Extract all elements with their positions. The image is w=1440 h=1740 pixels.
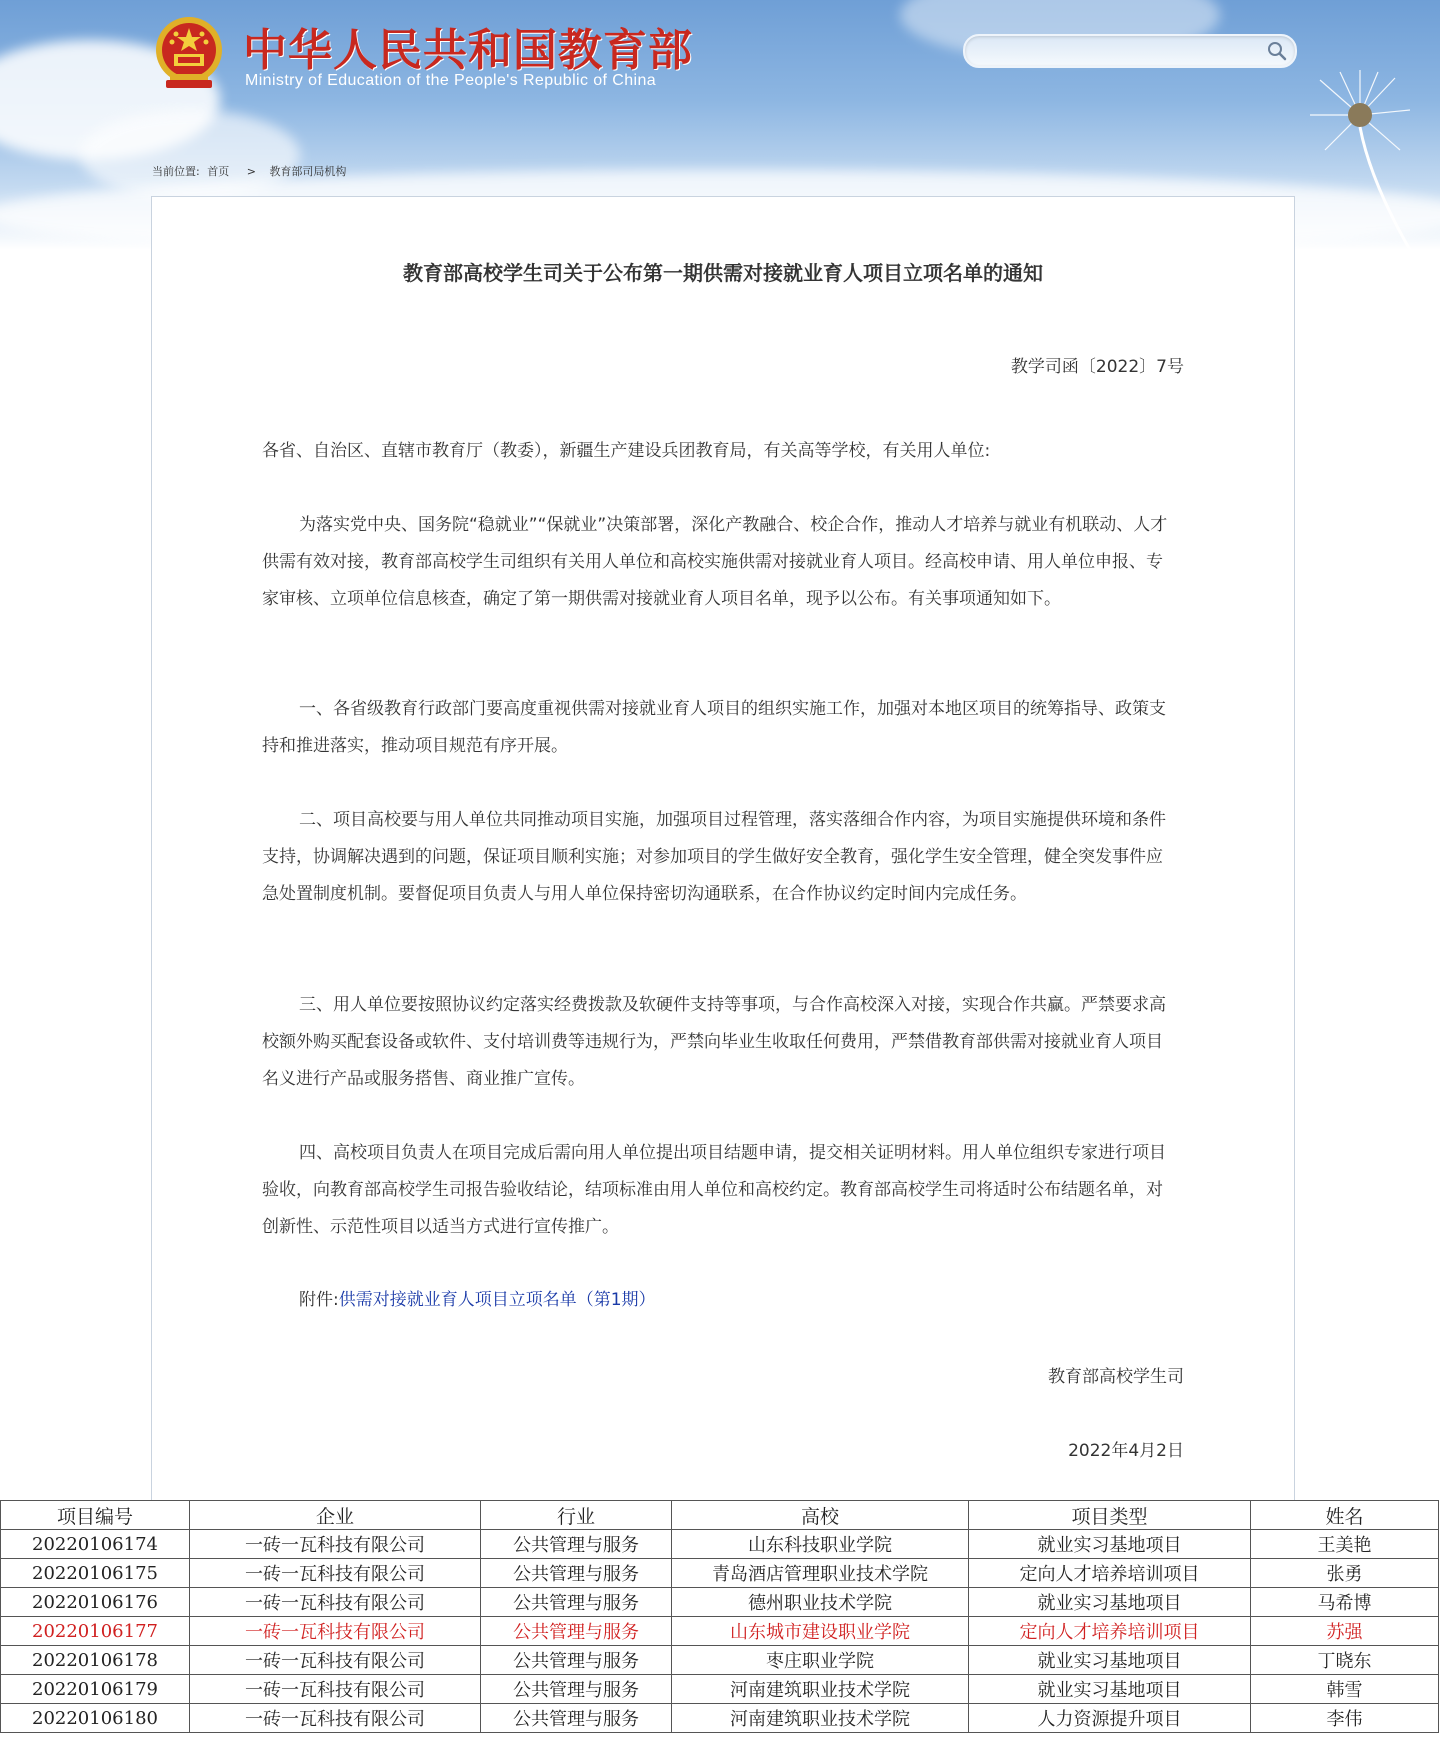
header-project-type: 项目类型 [969,1501,1251,1530]
cell-name: 王美艳 [1251,1530,1439,1559]
cell-project-id: 20220106180 [1,1704,190,1733]
cell-school: 枣庄职业学院 [672,1646,969,1675]
attachment-label: 附件: [299,1290,339,1310]
breadcrumb-home-link[interactable]: 首页 [207,165,230,178]
cell-company: 一砖一瓦科技有限公司 [190,1646,481,1675]
cell-project-id: 20220106175 [1,1559,190,1588]
article-panel [151,196,1295,1501]
dandelion-decoration [1290,70,1440,250]
cell-name: 丁晓东 [1251,1646,1439,1675]
cell-industry: 公共管理与服务 [481,1588,672,1617]
cell-company: 一砖一瓦科技有限公司 [190,1588,481,1617]
breadcrumb-current-link[interactable]: 教育部司局机构 [269,165,347,178]
cell-name: 李伟 [1251,1704,1439,1733]
project-roster-table [0,1500,1439,1733]
search-input[interactable] [979,40,1253,64]
cell-industry: 公共管理与服务 [481,1530,672,1559]
header-company: 企业 [190,1501,481,1530]
header-name: 姓名 [1251,1501,1439,1530]
cell-company: 一砖一瓦科技有限公司 [190,1675,481,1704]
cell-project-type: 人力资源提升项目 [969,1704,1251,1733]
cell-project-type: 就业实习基地项目 [969,1588,1251,1617]
cell-project-type: 定向人才培养培训项目 [969,1617,1251,1646]
cell-name: 韩雪 [1251,1675,1439,1704]
document-number: 教学司函〔2022〕7号 [1010,357,1184,377]
site-subtitle: Ministry of Education of the People's Republic of China [245,72,657,89]
cell-project-type: 就业实习基地项目 [969,1646,1251,1675]
header-project-id: 项目编号 [1,1501,190,1530]
cell-project-id: 20220106176 [1,1588,190,1617]
item-4-paragraph: 四、高校项目负责人在项目完成后需向用人单位提出项目结题申请，提交相关证明材料。用人单位组织专家进行项目验收，向教育部高校学生司报告验收结论，结项标准由用人单位和高校约定。教育部高校学生司将适时公布结题名单，对创新性、示范性项目以适当方式进行宣传推广。 [262,1143,1166,1237]
breadcrumb-label: 当前位置: [152,165,200,178]
cell-name: 马希博 [1251,1588,1439,1617]
breadcrumb-separator: > [246,165,256,178]
cell-name: 张勇 [1251,1559,1439,1588]
cell-industry: 公共管理与服务 [481,1559,672,1588]
table-row [1,1559,1439,1588]
breadcrumb [152,163,350,179]
cell-industry: 公共管理与服务 [481,1617,672,1646]
table-row-highlighted [1,1617,1439,1646]
table-row [1,1704,1439,1733]
cell-project-type: 就业实习基地项目 [969,1530,1251,1559]
cell-project-type: 定向人才培养培训项目 [969,1559,1251,1588]
search-box [963,34,1297,68]
table-row [1,1588,1439,1617]
cell-school: 山东科技职业学院 [672,1530,969,1559]
item-2-paragraph: 二、项目高校要与用人单位共同推动项目实施，加强项目过程管理，落实落细合作内容，为项目实施提供环境和条件支持，协调解决遇到的问题，保证项目顺利实施；对参加项目的学生做好安全教育，强化学生安全管理，健全突发事件应急处置制度机制。要督促项目负责人与用人单位保持密切沟通联系，在合作协议约定时间内完成任务。 [262,810,1166,904]
table-row [1,1646,1439,1675]
search-icon[interactable] [1267,41,1287,61]
header-industry: 行业 [481,1501,672,1530]
signature: 教育部高校学生司 [1048,1367,1184,1387]
table-row [1,1675,1439,1704]
document-title: 教育部高校学生司关于公布第一期供需对接就业育人项目立项名单的通知 [403,261,1043,285]
cell-project-type: 就业实习基地项目 [969,1675,1251,1704]
cell-industry: 公共管理与服务 [481,1704,672,1733]
cell-industry: 公共管理与服务 [481,1675,672,1704]
document-date: 2022年4月2日 [1068,1441,1184,1461]
item-3-paragraph: 三、用人单位要按照协议约定落实经费拨款及软硬件支持等事项，与合作高校深入对接，实现合作共赢。严禁要求高校额外购买配套设备或软件、支付培训费等违规行为，严禁向毕业生收取任何费用，严禁借教育部供需对接就业育人项目名义进行产品或服务搭售、商业推广宣传。 [262,995,1166,1089]
cell-school: 德州职业技术学院 [672,1588,969,1617]
cell-project-id: 20220106174 [1,1530,190,1559]
intro-paragraph: 为落实党中央、国务院“稳就业”“保就业”决策部署，深化产教融合、校企合作，推动人才培养与就业有机联动、人才供需有效对接，教育部高校学生司组织有关用人单位和高校实施供需对接就业育人项目。经高校申请、用人单位申报、专家审核、立项单位信息核查，确定了第一期供需对接就业育人项目名单，现予以公布。有关事项通知如下。 [262,515,1168,609]
national-emblem-icon [152,14,226,94]
cell-company: 一砖一瓦科技有限公司 [190,1704,481,1733]
cell-project-id: 20220106177 [1,1617,190,1646]
cell-school: 山东城市建设职业学院 [672,1617,969,1646]
table-row [1,1530,1439,1559]
cell-company: 一砖一瓦科技有限公司 [190,1617,481,1646]
table-header-row [1,1501,1439,1530]
site-title: 中华人民共和国教育部 [243,25,693,76]
cell-school: 青岛酒店管理职业技术学院 [672,1559,969,1588]
cell-name: 苏强 [1251,1617,1439,1646]
salutation: 各省、自治区、直辖市教育厅（教委），新疆生产建设兵团教育局，有关高等学校，有关用人单位: [262,441,991,461]
cell-school: 河南建筑职业技术学院 [672,1704,969,1733]
cell-company: 一砖一瓦科技有限公司 [190,1530,481,1559]
item-1-paragraph: 一、各省级教育行政部门要高度重视供需对接就业育人项目的组织实施工作，加强对本地区项目的统筹指导、政策支持和推进落实，推动项目规范有序开展。 [262,699,1166,756]
attachment-link[interactable]: 供需对接就业育人项目立项名单（第1期） [338,1290,656,1310]
header-school: 高校 [672,1501,969,1530]
cell-industry: 公共管理与服务 [481,1646,672,1675]
attachment-line [262,1282,1172,1319]
cell-project-id: 20220106179 [1,1675,190,1704]
cell-school: 河南建筑职业技术学院 [672,1675,969,1704]
cell-project-id: 20220106178 [1,1646,190,1675]
cell-company: 一砖一瓦科技有限公司 [190,1559,481,1588]
